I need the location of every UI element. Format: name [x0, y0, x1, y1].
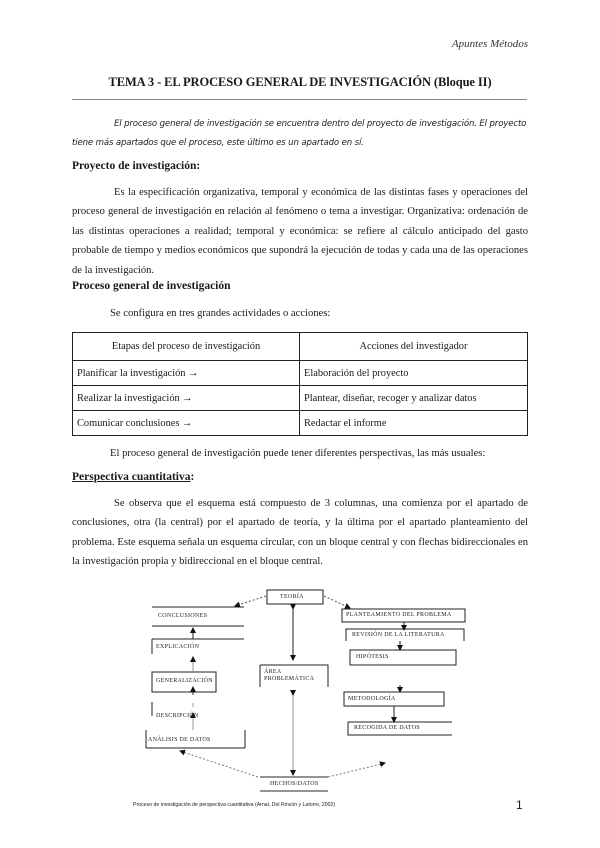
table-cell: Elaboración del proyecto — [300, 361, 528, 386]
table-cell: Plantear, diseñar, recoger y analizar datos — [300, 386, 528, 411]
diagram-node-hechos-datos: HECHOS/DATOS — [270, 781, 319, 787]
diagram-node-area: ÁREA — [264, 669, 282, 675]
table-row — [73, 386, 528, 411]
diagram-node-descripcion: DESCRIPCIÓN — [156, 713, 199, 719]
table-row — [73, 411, 528, 436]
paragraph-proyecto: Es la especificación organizativa, temporal y económica de las distintas fases y operaciones del proceso general de investigación en relación al fenómeno o tema a investigar. Organizativa: ordenación de las distintas operaciones a realidad; temporal y económica: se refiere al cálculo anticipado del gasto probable de tiempo y medios económicos que supondrá la ejecución de todas y cada una de las operaciones de la investigación. — [72, 187, 528, 276]
page-title: TEMA 3 - EL PROCESO GENERAL DE INVESTIGACIÓN (Bloque II) — [108, 75, 492, 89]
paragraph-cuantitativa: Se observa que el esquema está compuesto de 3 columnas, una comienza por el apartado de conclusiones, otra (la central) por el apartado de teoría, y la última por el apartado planteamiento del problema. Este esquema señala un esquema circular, con un bloque central y con flechas bidireccionales en la investigación propia y bidireccional en el bloque central. — [72, 498, 528, 568]
diagram-node-recogida-datos: RECOGIDA DE DATOS — [354, 725, 420, 731]
diagram-node-explicacion: EXPLICACIÓN — [156, 644, 200, 650]
table-header-row — [73, 333, 528, 361]
stages-table — [72, 332, 528, 436]
diagram-node-teoria: TEORÍA — [280, 594, 304, 600]
table-header: Acciones del investigador — [300, 333, 528, 361]
paragraph-perspectivas: El proceso general de investigación puede tener diferentes perspectivas, las más usuales: — [110, 448, 486, 459]
diagram-node-problematica: PROBLEMÁTICA — [264, 676, 315, 682]
table-cell: Redactar el informe — [300, 411, 528, 436]
table-row — [73, 361, 528, 386]
diagram-node-generalizacion: GENERALIZACIÓN — [156, 678, 213, 684]
page-number: 1 — [516, 798, 523, 812]
heading-cuantitativa-text: Perspectiva cuantitativa — [72, 471, 191, 483]
heading-proyecto: Proyecto de investigación: — [72, 160, 201, 172]
table-header: Etapas del proceso de investigación — [73, 333, 300, 361]
table-cell: Planificar la investigación → — [73, 361, 300, 386]
table-cell: Realizar la investigación → — [73, 386, 300, 411]
intro-paragraph: El proceso general de investigación se encuentra dentro del proyecto de investigación. El proyecto tiene más apartados que el proceso, este último es un apartado en sí. — [72, 119, 527, 148]
diagram-node-metodologia: METODOLOGÍA — [348, 696, 396, 702]
heading-suffix: : — [190, 471, 195, 483]
diagram-node-planteamiento: PLANTEAMIENTO DEL PROBLEMA — [346, 612, 452, 618]
quantitative-process-diagram — [140, 585, 510, 800]
paragraph-proceso-lead: Se configura en tres grandes actividades o acciones: — [110, 308, 331, 319]
heading-proceso: Proceso general de investigación — [72, 280, 231, 292]
diagram-node-hipotesis: HIPÓTESIS — [356, 654, 389, 660]
running-head: Apuntes Métodos — [451, 38, 528, 50]
diagram-caption: Proceso de investigación de perspectiva cuantitativa (Arnal, Del Rincón y Latorre, 2002) — [133, 802, 336, 808]
diagram-node-conclusiones: CONCLUSIONES — [158, 613, 208, 619]
diagram-node-analisis-datos: ANÁLISIS DE DATOS — [148, 737, 211, 743]
diagram-node-revision: REVISIÓN DE LA LITERATURA — [352, 632, 445, 638]
heading-cuantitativa — [72, 471, 194, 483]
title-divider — [72, 99, 527, 100]
table-cell: Comunicar conclusiones → — [73, 411, 300, 436]
